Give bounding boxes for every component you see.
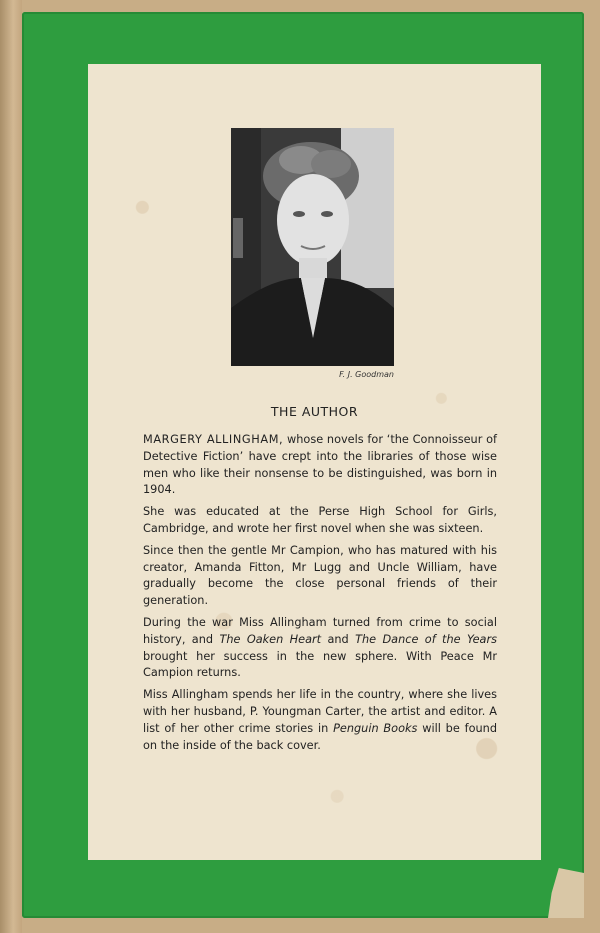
- bio-paragraph: Since then the gentle Mr Campion, who has matured with his creator, Amanda Fitton, Mr Lugg and Uncle William, have gradually become the close personal friends of their generation.: [143, 543, 497, 608]
- bio-paragraph: [143, 615, 497, 682]
- bio-text: brought her success in the new sphere. With Peace Mr Campion returns.: [143, 649, 497, 680]
- section-heading: THE AUTHOR: [270, 404, 359, 419]
- book-spine-edge: [0, 0, 22, 933]
- bio-text: will be found on the inside of the back cover.: [143, 721, 497, 752]
- bio-paragraph: [143, 432, 497, 499]
- author-panel: [88, 64, 541, 860]
- bio-text: whose novels for ‘the Connoisseur of Detective Fiction’ have crept into the libraries of those wise men who like their nonsense to be distinguished, was born in 1904.: [143, 433, 498, 497]
- portrait-illustration: [231, 128, 394, 366]
- book-title: The Oaken Heart: [219, 632, 322, 646]
- bio-text: Miss Allingham spends her life in the country, where she lives with her husband, P. Youngman Carter, the artist and editor. A list of her other crime stories in: [143, 688, 497, 735]
- author-name: MARGERY ALLINGHAM,: [143, 433, 284, 446]
- bio-text: and: [321, 632, 356, 646]
- author-biography: [143, 432, 497, 759]
- author-portrait: [231, 128, 394, 366]
- book-title: The Dance of the Years: [355, 632, 498, 646]
- publisher-name: Penguin Books: [333, 721, 418, 735]
- bio-paragraph: She was educated at the Perse High School for Girls, Cambridge, and wrote her first novel when she was sixteen.: [143, 505, 497, 535]
- bio-paragraph: [143, 687, 497, 754]
- bio-text: During the war Miss Allingham turned from crime to social history, and: [143, 615, 497, 646]
- photo-credit: F. J. Goodman: [339, 370, 394, 379]
